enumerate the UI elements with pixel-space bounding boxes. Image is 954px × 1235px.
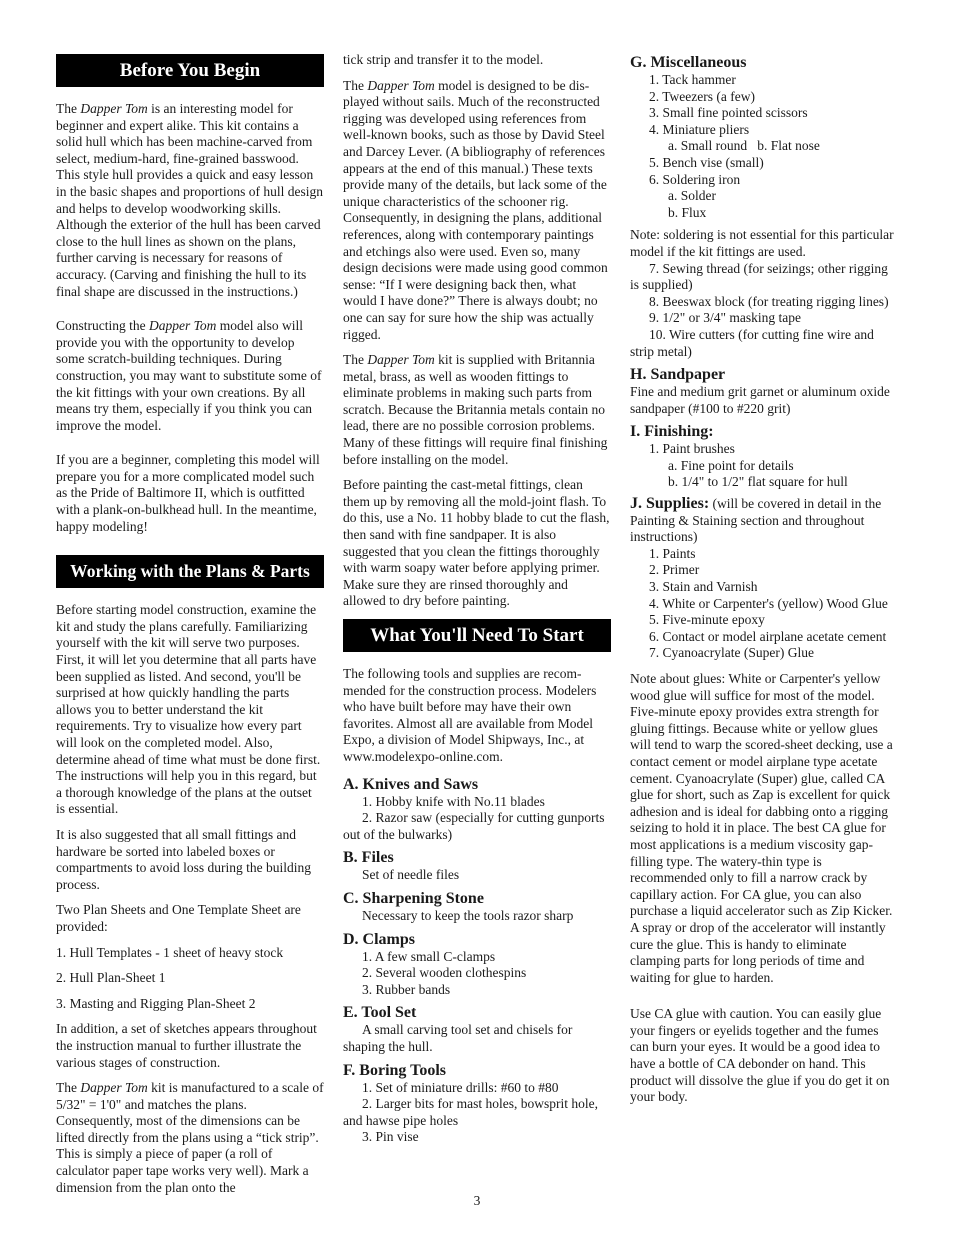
paragraph — [56, 318, 324, 434]
list-item: A small carving tool set and chisels for shaping the hull. — [343, 1022, 573, 1054]
list-item: 3. Rubber bands — [362, 981, 451, 997]
text: The — [56, 1080, 81, 1096]
list-item: 2. Several wooden clothespins — [362, 965, 527, 981]
list-item: 2. Hull Plan-Sheet 1 — [56, 970, 166, 986]
list-item: Necessary to keep the tools razor sharp — [362, 907, 574, 923]
list-item: 2. Tweezers (a few) — [649, 88, 755, 104]
model-name: Dapper Tom — [80, 101, 148, 116]
model-name: Dapper Tom — [149, 318, 217, 334]
list-subitem: b. 1/4" to 1/2" flat square for hull — [668, 474, 848, 490]
paragraph: If you are a beginner, completing this model will prepare you for a more complicated model such as the Pride of Baltimore II, which is outfitted with a plank-on-bulkhead hull. In the meantime, happy modeling! — [56, 452, 320, 534]
paragraph: Before starting model construction, examine the kit and study the plans carefully. Familiarizing yourself with the kit will serve two purposes. First, it will let you determine that all parts have been supplied as listed. And second, you'll be surprised at how quickly handling the parts allows you to better understand the kit requirements. Try to visualize how every part will look on the completed model. Also, determine ahead of time what must be done first. The instructions will help you in this regard, but a thorough knowledge of the plans at the outset is essential. — [56, 602, 321, 817]
list-item: 4. White or Carpenter's (yellow) Wood Glue — [649, 595, 888, 611]
list-item: 8. Beeswax block (for treating rigging lines) — [649, 293, 889, 309]
text: is an interesting model for beginner and expert alike. This kit contains a solid hull which has been machine-carved from select, medium-hard, fine-grained basswood. This style hull provides a quick and easy lesson in the basic shapes and proportions of hull design and helps to develop woodworking skills. Although the exterior of the hull has been carved close to the hull lines as shown on the plans, further carving is necessary for reasons of accuracy. (Carving and finishing the hull to its final shape are discussed in the instructions.) — [56, 101, 323, 299]
text: kit is manufactured to a scale of 5/32" = 1'0" and matches the plans. Consequently, most of the dimensions can be lifted directly from the plans using a “tick strip”. This is simply a piece of paper (a roll of calculator paper tape works very well). Mark a dimension from the plan onto the — [56, 1080, 324, 1195]
paragraph — [56, 101, 324, 300]
list-item: 3. Masting and Rigging Plan-Sheet 2 — [56, 995, 256, 1011]
subheading-knives-saws: A. Knives and Saws — [343, 775, 479, 793]
list-subitem: b. Flux — [668, 204, 707, 220]
paragraph — [343, 352, 611, 468]
list-item: Set of needle files — [362, 867, 460, 883]
list-item: 9. 1/2" or 3/4" masking tape — [649, 310, 802, 326]
list-subitem: a. Fine point for details — [668, 457, 794, 473]
section-heading-before-you-begin: Before You Begin — [56, 54, 324, 87]
paragraph: tick strip and transfer it to the model. — [343, 52, 544, 67]
subheading-files: B. Files — [343, 849, 394, 867]
note: Note: soldering is not essential for this particular model if the kit fittings are used. — [630, 227, 894, 259]
model-name: Dapper Tom — [80, 1080, 148, 1096]
list-item: Fine and medium grit garnet or aluminum oxide sandpaper (#100 to #220 grit) — [630, 384, 890, 416]
list-item: 2. Razor saw (especially for cutting gunports out of the bulwarks) — [343, 810, 605, 842]
list-item: 10. Wire cutters (for cutting fine wire and strip metal) — [630, 326, 874, 359]
text: model is designed to be displayed without sails. Much of the reconstructed rigging was developed using references from well-known books, such as those by David Steel and Darcey Lever. (A bibliography of references appears at the end of this manual.) These texts provide many of the details, but lack some of the unique characteristics of the schooner rig. Consequently, in designing the plans, additional references, along with contemporary paintings and etchings also were used. Even so, many design decisions were made using good common sense: “If I were designing back then, what would I have done?” There is always doubt; no one can say for sure how the ship was actually rigged. — [343, 77, 608, 342]
paragraph: The following tools and supplies are recommended for the construction process. Modelers who have built before may have their own favorites. Almost all are available from Model Expo, a division of Model Shipways, Inc., at www.modelexpo-online.com. — [343, 666, 597, 764]
subheading-miscellaneous: G. Miscellaneous — [630, 54, 747, 71]
subheading-finishing: I. Finishing: — [630, 423, 714, 441]
list-item: 2. Larger bits for mast holes, bowsprit hole, and hawse pipe holes — [343, 1096, 598, 1128]
list-subitem: a. Solder — [668, 188, 716, 204]
glue-note: Note about glues: White or Carpenter's yellow wood glue will suffice for most of the model. Five-minute epoxy provides extra strength for gluing fittings. Because white or yellow glues will tend to warp the scored-sheet decking, use a contact cement or model airplane type acetate cement. Cyanoacrylate (Super) glue, called CA glue for short, such as Zap is excellent for quick adhesion and is ideal for dabbing onto a rigging seizing to hold it in place. The best CA glue for most applications is a medium viscosity gap-filling type. The watery-thin type is recommended only to fill a narrow crack by capillary action. For CA glue, you can also purchase a liquid accelerator such as Zip Kicker. A spray or drop of the accelerator will instantly cure the glue. This is handy to eliminate clamping parts for long periods of time and waiting for glue to harden. — [630, 671, 893, 985]
text: The — [343, 352, 368, 368]
list-item: 1. Hobby knife with No.11 blades — [362, 793, 545, 809]
model-name: Dapper Tom — [367, 77, 435, 93]
list-item: 1. A few small C-clamps — [362, 948, 496, 964]
list-item: 3. Stain and Varnish — [649, 579, 758, 595]
text: The — [343, 77, 368, 93]
list-subitem: a. Small round b. Flat nose — [668, 138, 820, 154]
paragraph: It is also suggested that all small fittings and hardware be sorted into labeled boxes or compartments to avoid loss during the building process. — [56, 826, 311, 892]
list-item: 5. Five-minute epoxy — [649, 612, 765, 628]
subheading-sandpaper: H. Sandpaper — [630, 366, 726, 384]
list-item: 1. Tack hammer — [649, 72, 736, 87]
list-item: 7. Sewing thread (for seizings; other rigging is supplied) — [630, 260, 888, 293]
list-item: 1. Paints — [649, 545, 696, 561]
list-item: 1. Paint brushes — [649, 441, 735, 457]
list-item: 4. Miniature pliers — [649, 121, 750, 137]
list-item: 6. Soldering iron — [649, 171, 741, 187]
list-item: 3. Small fine pointed scissors — [649, 105, 808, 121]
section-heading-plans-parts: Working with the Plans & Parts — [56, 555, 324, 588]
list-item: 6. Contact or model airplane acetate cement — [649, 628, 887, 644]
list-item: 3. Pin vise — [362, 1129, 419, 1145]
subheading-tool-set: E. Tool Set — [343, 1004, 417, 1022]
model-name: Dapper Tom — [367, 352, 435, 368]
paragraph: Before painting the cast-metal fittings, clean them up by removing all the mold-joint flash. To do this, use a No. 11 hobby blade to cut the flash, then sand with fine sandpaper. It is also suggested that you clean the fittings thoroughly with warm soapy water before applying primer. Make sure they are rinsed thoroughly and allowed to dry before painting. — [343, 477, 610, 609]
text: (will be covered in detail in the Painting & Staining section and throughout instructions) — [630, 496, 882, 545]
list-item: 7. Cyanoacrylate (Super) Glue — [649, 645, 814, 661]
column-middle — [343, 52, 611, 1146]
text: kit is supplied with Britannia metal, brass, as well as wooden fittings to eliminate problems in making such parts from scratch. Because the Britannia metals contain no lead, there are no possible corrosion problems. Many of these fittings will require final finishing before installing on the model. — [343, 352, 608, 467]
subheading-sharpening-stone: C. Sharpening Stone — [343, 889, 484, 907]
subheading-clamps: D. Clamps — [343, 930, 416, 948]
text: The — [56, 101, 81, 116]
list-item: 2. Primer — [649, 562, 700, 578]
section-heading-what-you-need: What You'll Need To Start — [343, 619, 611, 652]
text: Constructing the — [56, 318, 149, 334]
paragraph: In addition, a set of sketches appears throughout the instruction manual to further illustrate the various stages of construction. — [56, 1021, 317, 1070]
list-item: 1. Set of miniature drills: #60 to #80 — [362, 1079, 559, 1095]
column-right — [630, 53, 898, 1115]
paragraph: Two Plan Sheets and One Template Sheet are provided: — [56, 902, 301, 934]
list-item: 1. Hull Templates - 1 sheet of heavy stock — [56, 944, 284, 960]
paragraph — [343, 78, 611, 344]
supplies-intro — [630, 496, 898, 546]
subheading-boring-tools: F. Boring Tools — [343, 1061, 447, 1079]
text: model also will provide you with the opportunity to develop some scratch-building techniques. During construction, you may want to substitute some of the kit fittings with your own creations. By all means try them, especially if you think you can improve the model. — [56, 318, 322, 433]
list-item: 5. Bench vise (small) — [649, 154, 764, 170]
subheading-supplies: J. Supplies: — [630, 495, 710, 513]
page-number: 3 — [473, 1193, 481, 1208]
column-left — [56, 54, 324, 1205]
paragraph — [56, 1080, 324, 1196]
ca-caution: Use CA glue with caution. You can easily glue your fingers or eyelids together and the fumes can burn your eyes. It would be a good idea to have a bottle of CA debonder on hand. This product will dissolve the glue if you do get it on your body. — [630, 1006, 890, 1105]
